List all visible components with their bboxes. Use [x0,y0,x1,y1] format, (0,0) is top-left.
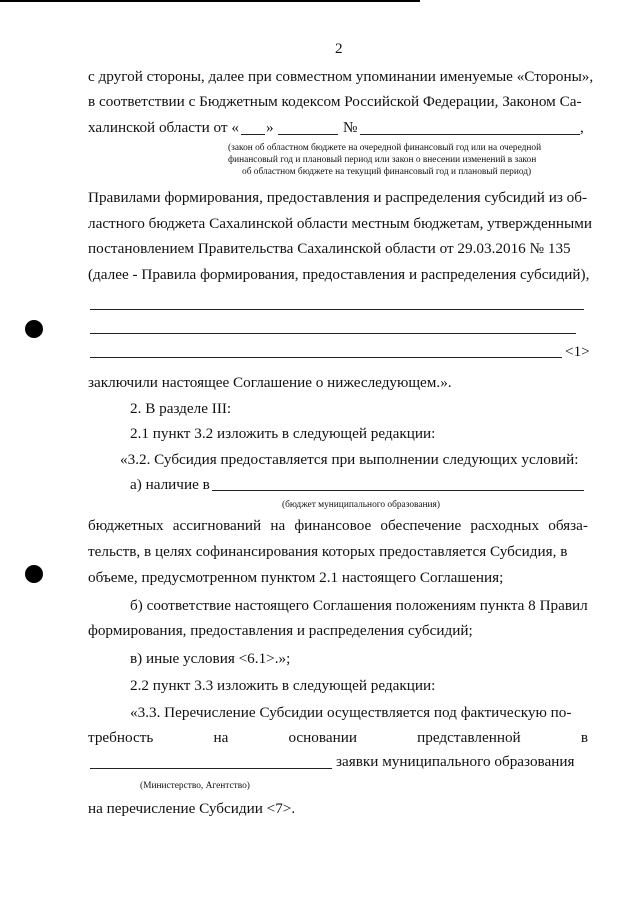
para1-line2: в соответствии с Бюджетным кодексом Российской Федерации, Законом Са- [88,93,582,110]
item-a-prefix: а) наличие в [130,476,210,493]
law-note-line1: (закон об областном бюджете на очередной финансовый год или на очередной [228,143,542,153]
clause-3-3-line4: на перечисление Субсидии <7>. [88,800,296,817]
word: расходных [470,517,540,534]
footnote-ref-1: <1> [565,343,590,360]
para2-line1: Правилами формирования, предоставления и распределения субсидий из об- [88,189,588,206]
law-note-line2: финансовый год и плановый период или закон о внесении изменений в закон [228,155,537,165]
scan-top-edge [0,0,420,2]
para1-line3-number-sign: № [343,119,358,136]
word: финансовое [294,517,372,534]
page-number: 2 [335,40,343,57]
law-note-line3: об областном бюджете на текущий финансовый год и плановый период) [242,167,532,177]
blank-line-2 [90,333,576,334]
item-a-line1 [88,517,588,535]
item-a-line2: тельств, в целях софинансирования которых предоставляется Субсидия, в [88,543,568,560]
month-blank [278,134,338,135]
item-v-line: в) иные условия <6.1>.»; [130,650,291,667]
ministry-blank [90,768,332,769]
clause-2-2: 2.2 пункт 3.3 изложить в следующей редакции: [130,677,436,694]
punch-hole-bottom [25,565,43,583]
budget-note: (бюджет муниципального образования) [282,500,440,510]
blank-line-1 [90,309,584,310]
para1-line3-comma: , [580,119,584,136]
item-b-line1: б) соответствие настоящего Соглашения положениям пункта 8 Правил [130,597,588,614]
para2-line3: постановлением Правительства Сахалинской области от 29.03.2016 № 135 [88,240,571,257]
word: представленной [417,729,521,746]
word: бюджетных [88,517,164,534]
word: ассигнований [172,517,262,534]
para1-line1: с другой стороны, далее при совместном упоминании именуемые «Стороны», [88,68,594,85]
word: на [270,517,286,534]
clause-3-3-line1: «3.3. Перечисление Субсидии осуществляется под фактическую по- [130,704,572,721]
clause-2-1: 2.1 пункт 3.2 изложить в следующей редакции: [130,425,436,442]
para1-line3-quote: » [266,119,274,136]
word: в [580,729,588,746]
day-blank [241,134,265,135]
word: на [213,729,229,746]
clause-3-3-line2 [88,729,588,747]
item-a-line3: объеме, предусмотренном пунктом 2.1 настоящего Соглашения; [88,569,504,586]
section-heading: 2. В разделе III: [130,400,232,417]
ministry-note: (Министерство, Агентство) [140,781,250,791]
item-b-line2: формирования, предоставления и распределения субсидий; [88,622,473,639]
para2-line4: (далее - Правила формирования, предоставления и распределения субсидий), [88,266,590,283]
clause-3-2: «3.2. Субсидия предоставляется при выполнении следующих условий: [120,451,579,468]
law-number-blank [360,134,580,135]
word: обяза- [548,517,588,534]
word: основании [288,729,357,746]
blank-line-3 [90,357,562,358]
word: требность [88,729,154,746]
para2-line2: ластного бюджета Сахалинской области местным бюджетам, утвержденными [88,215,592,232]
clause-3-3-line3: заявки муниципального образования [336,753,575,770]
budget-blank [212,490,584,491]
para1-line3-prefix: халинской области от « [88,119,239,136]
word: обеспечение [380,517,462,534]
concluded-line: заключили настоящее Соглашение о нижеследующем.». [88,374,452,391]
punch-hole-top [25,320,43,338]
